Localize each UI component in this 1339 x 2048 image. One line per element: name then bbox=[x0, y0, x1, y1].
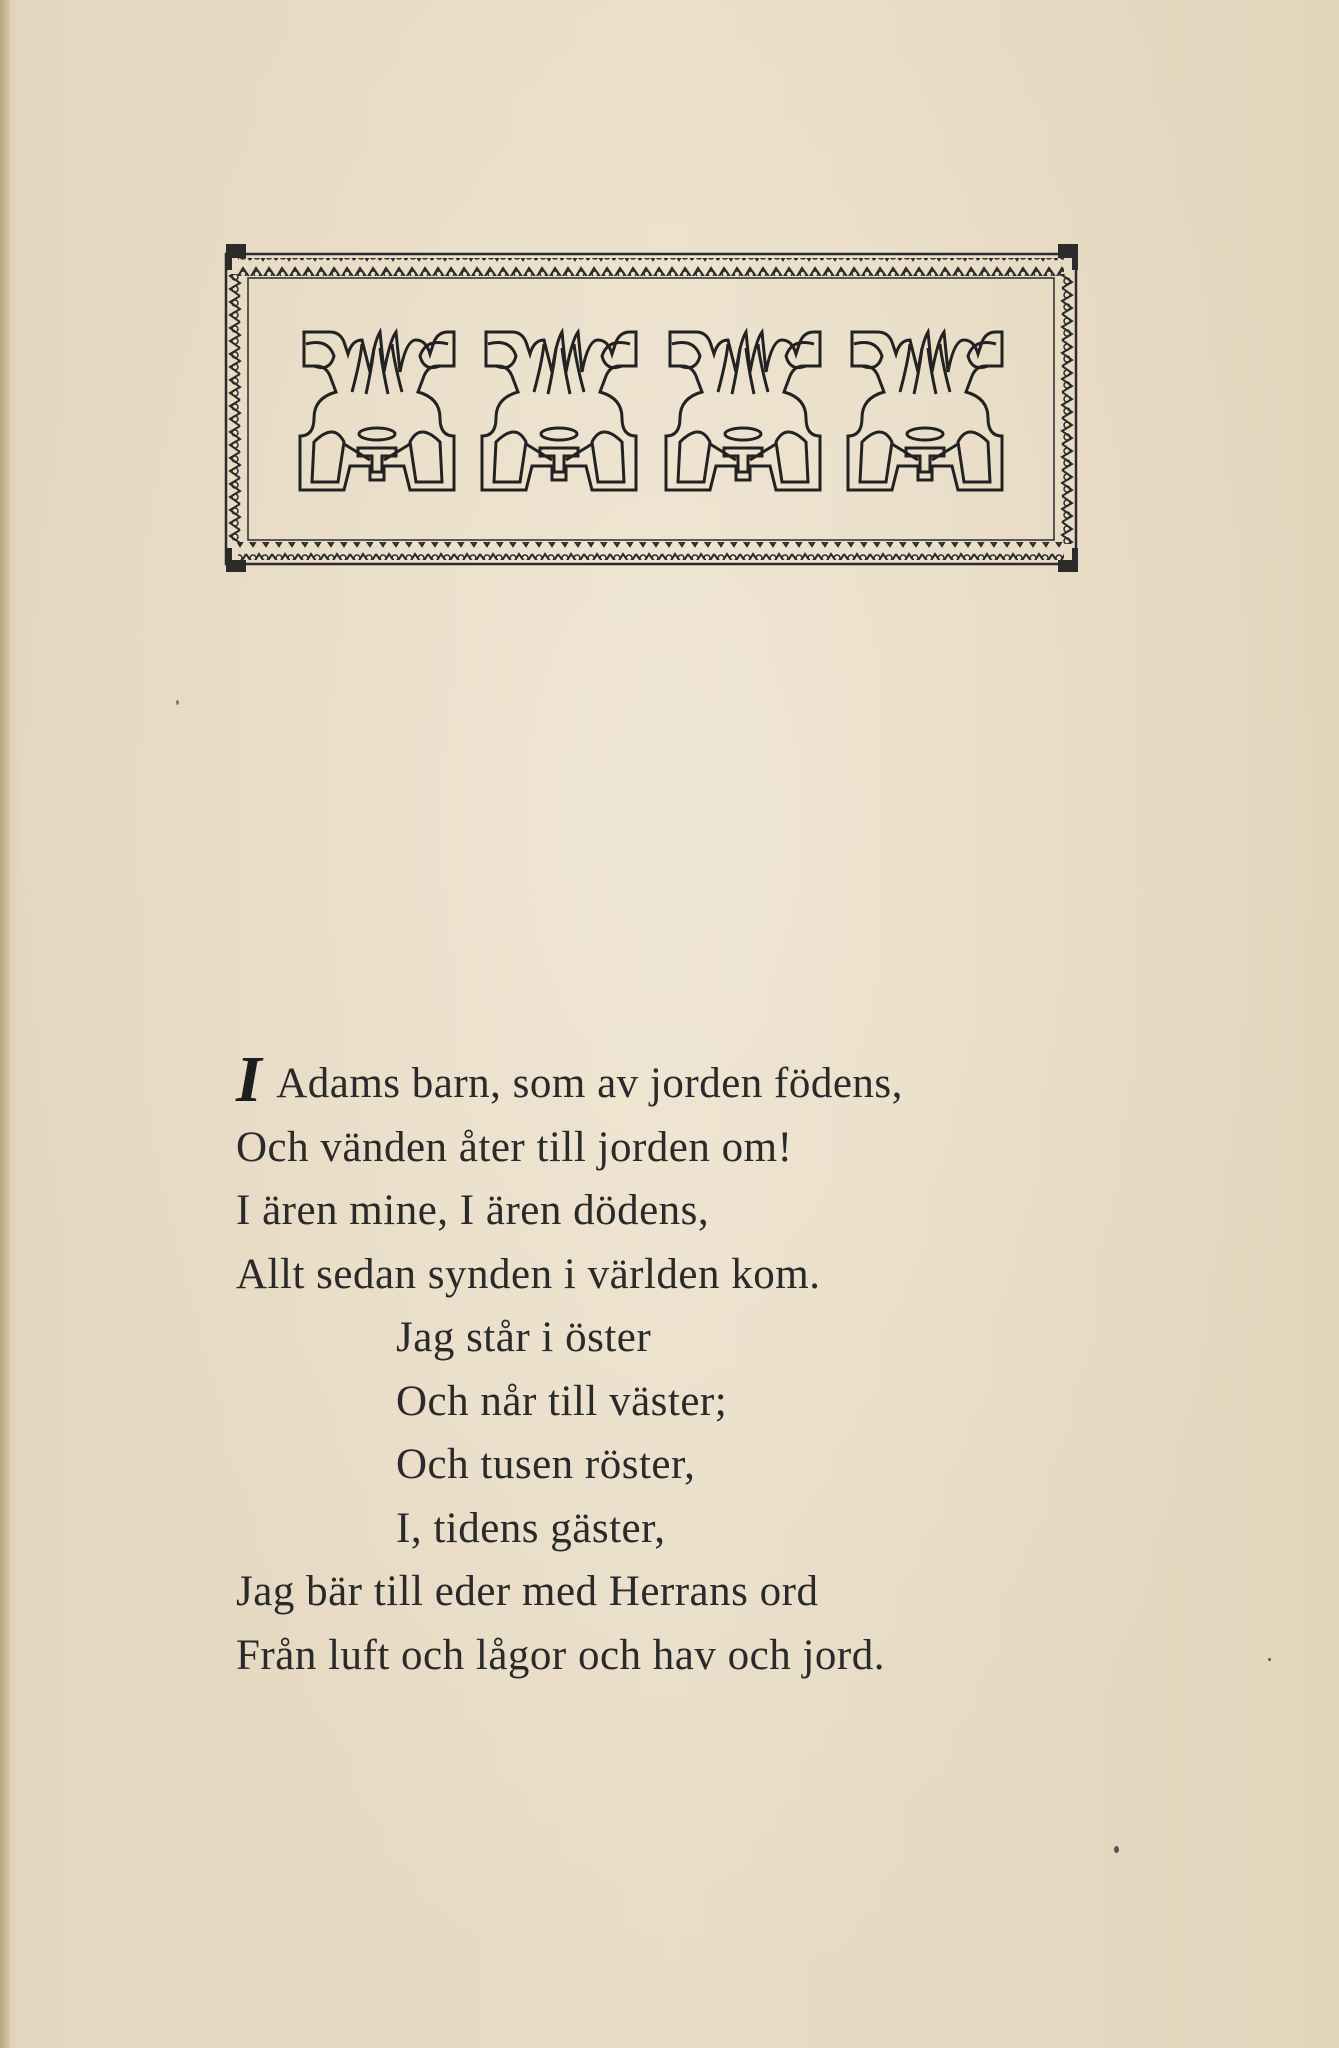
drop-cap: I bbox=[236, 1043, 263, 1116]
poem-line-9: Jag bär till eder med Herrans ord bbox=[236, 1568, 819, 1615]
poem-line-2: Och vänden åter till jorden om! bbox=[236, 1123, 793, 1171]
poem-line-1 bbox=[236, 1043, 1136, 1116]
ornamental-header-frame bbox=[224, 244, 1080, 572]
paper-speck bbox=[176, 700, 179, 705]
poem-line-6: Och når till väster; bbox=[396, 1377, 728, 1425]
paper-speck bbox=[1114, 1846, 1119, 1853]
poem-line-3: I ären mine, I ären dödens, bbox=[236, 1187, 710, 1234]
page-edge-shadow bbox=[0, 0, 10, 2048]
poem-line-1-text: Adams barn, som av jorden födens, bbox=[276, 1060, 903, 1107]
poem-stanza bbox=[236, 1043, 1136, 1687]
poem-line-4: Allt sedan synden i världen kom. bbox=[236, 1250, 821, 1298]
paper-speck bbox=[1268, 1658, 1271, 1661]
poem-line-8: I, tidens gäster, bbox=[396, 1504, 666, 1552]
palmette-frieze-icon bbox=[224, 244, 1080, 572]
poem-line-5: Jag står i öster bbox=[396, 1314, 652, 1361]
poem-line-10: Från luft och lågor och hav och jord. bbox=[236, 1631, 885, 1679]
poem-line-7: Och tusen röster, bbox=[396, 1441, 696, 1488]
